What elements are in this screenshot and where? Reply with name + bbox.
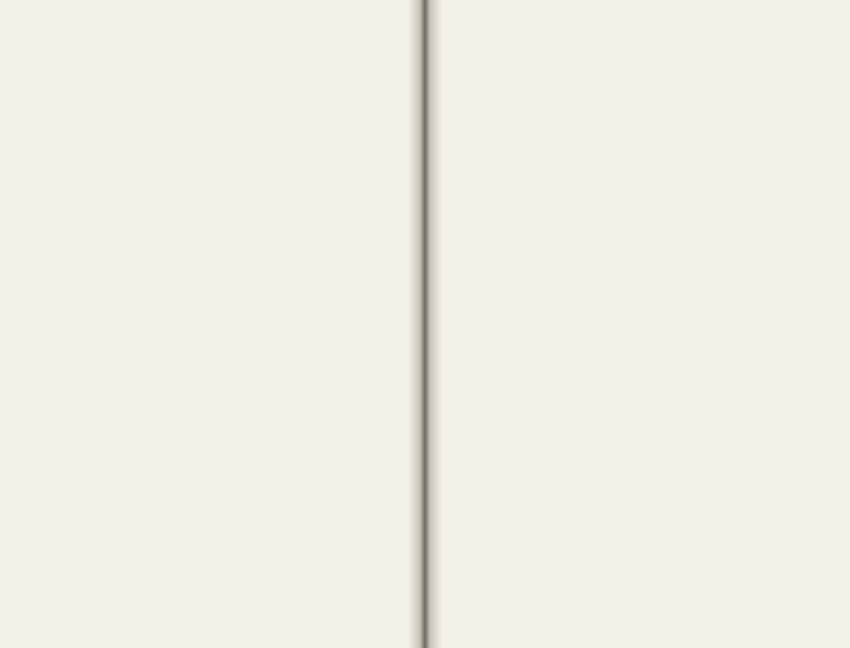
right-page bbox=[428, 0, 850, 648]
left-page bbox=[0, 0, 422, 648]
book-gutter bbox=[408, 0, 442, 648]
